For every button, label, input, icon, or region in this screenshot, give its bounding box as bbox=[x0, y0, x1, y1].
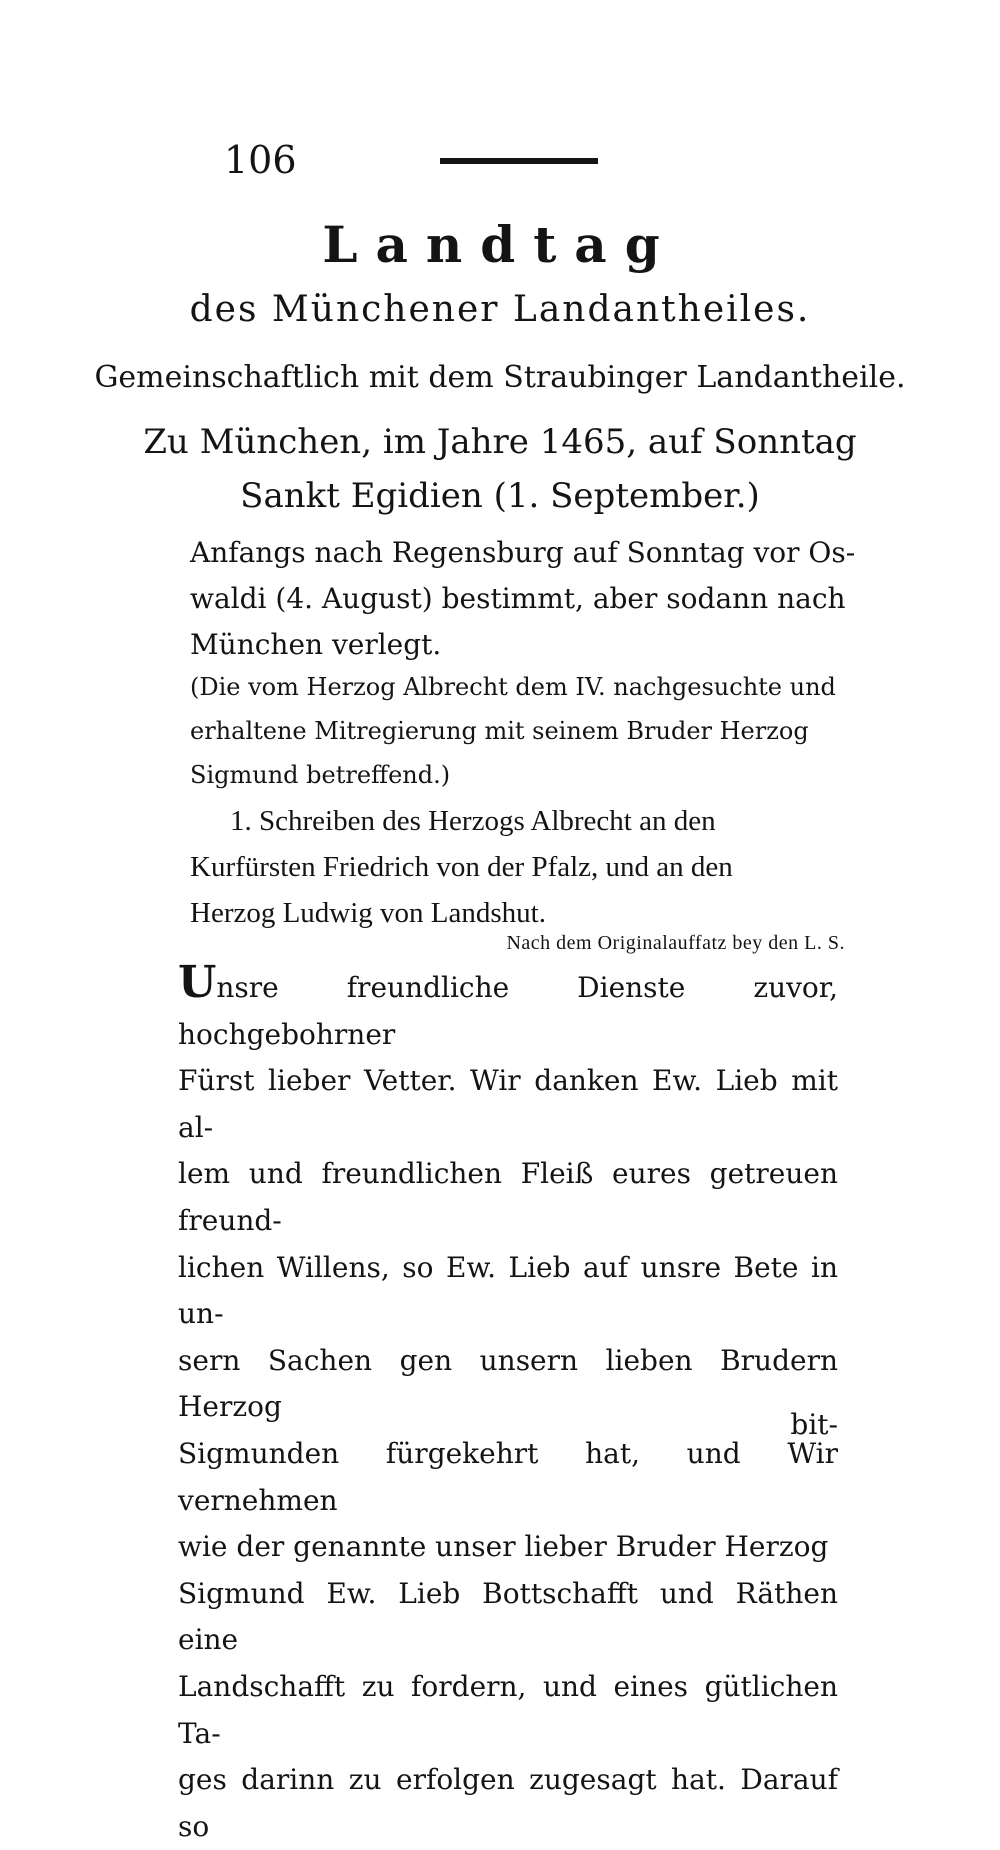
drop-cap: U bbox=[178, 957, 217, 1008]
chapter-title: Landtag bbox=[322, 215, 678, 274]
note-paragraph bbox=[190, 665, 864, 797]
letter-line: Fürst lieber Vetter. Wir danken Ew. Lieb mit al- bbox=[178, 1064, 838, 1144]
note-line-1: (Die vom Herzog Albrecht dem IV. nachgesuchte und bbox=[190, 673, 836, 701]
source-note: Nach dem Originalauffatz bey den L. S. bbox=[506, 932, 845, 954]
note-line-3: Sigmund betreffend.) bbox=[190, 761, 451, 789]
page-header bbox=[200, 140, 840, 180]
document-title-line-3: Herzog Ludwig von Landshut. bbox=[190, 897, 546, 929]
chapter-subtitle: des Münchener Landantheiles. bbox=[189, 289, 811, 330]
letter-line: lichen Willens, so Ew. Lieb auf unsre Bete in un- bbox=[178, 1250, 838, 1331]
letter-line: lem und freundlichen Fleiß eures getreuen freund- bbox=[178, 1157, 838, 1237]
letter-line: ges darinn zu erfolgen zugesagt hat. Darauf so bbox=[178, 1763, 838, 1843]
preamble-line-2: waldi (4. August) bestimmt, aber sodann nach bbox=[190, 582, 846, 615]
note-line-2: erhaltene Mitregierung mit seinem Bruder Herzog bbox=[190, 717, 809, 745]
page-number: 106 bbox=[224, 138, 297, 182]
letter-line: wie der genannte unser lieber Bruder Herzog bbox=[178, 1530, 829, 1564]
place-date-line-1: Zu München, im Jahre 1465, auf Sonntag bbox=[143, 422, 857, 462]
document-title bbox=[190, 798, 830, 936]
place-date-heading bbox=[0, 415, 1000, 523]
preamble-line-3: München verlegt. bbox=[190, 628, 442, 661]
chapter-subtitle-secondary: Gemeinschaftlich mit dem Straubinger Landantheile. bbox=[94, 360, 906, 395]
document-title-line-2: Kurfürsten Friedrich von der Pfalz, und an den bbox=[190, 851, 733, 883]
letter-line-text: nsre freundliche Dienste zuvor, hochgebohrner bbox=[178, 971, 838, 1051]
header-rule bbox=[440, 158, 598, 164]
letter-line: sern Sachen gen unsern lieben Brudern Herzog bbox=[178, 1343, 838, 1424]
letter-line bbox=[178, 957, 838, 1058]
letter-line: Landschafft zu fordern, und eines gütlichen Ta- bbox=[178, 1669, 838, 1750]
letter-line: Sigmunden fürgekehrt hat, und Wir vernehmen bbox=[178, 1436, 838, 1517]
preamble-line-1: Anfangs nach Regensburg auf Sonntag vor Os- bbox=[190, 536, 856, 569]
document-title-line-1: 1. Schreiben des Herzogs Albrecht an den bbox=[230, 805, 716, 837]
place-date-line-2: Sankt Egidien (1. September.) bbox=[240, 476, 760, 516]
preamble-paragraph bbox=[190, 530, 864, 668]
letter-line: Sigmund Ew. Lieb Bottschafft und Räthen eine bbox=[178, 1576, 838, 1657]
catchword: bit- bbox=[790, 1408, 838, 1441]
